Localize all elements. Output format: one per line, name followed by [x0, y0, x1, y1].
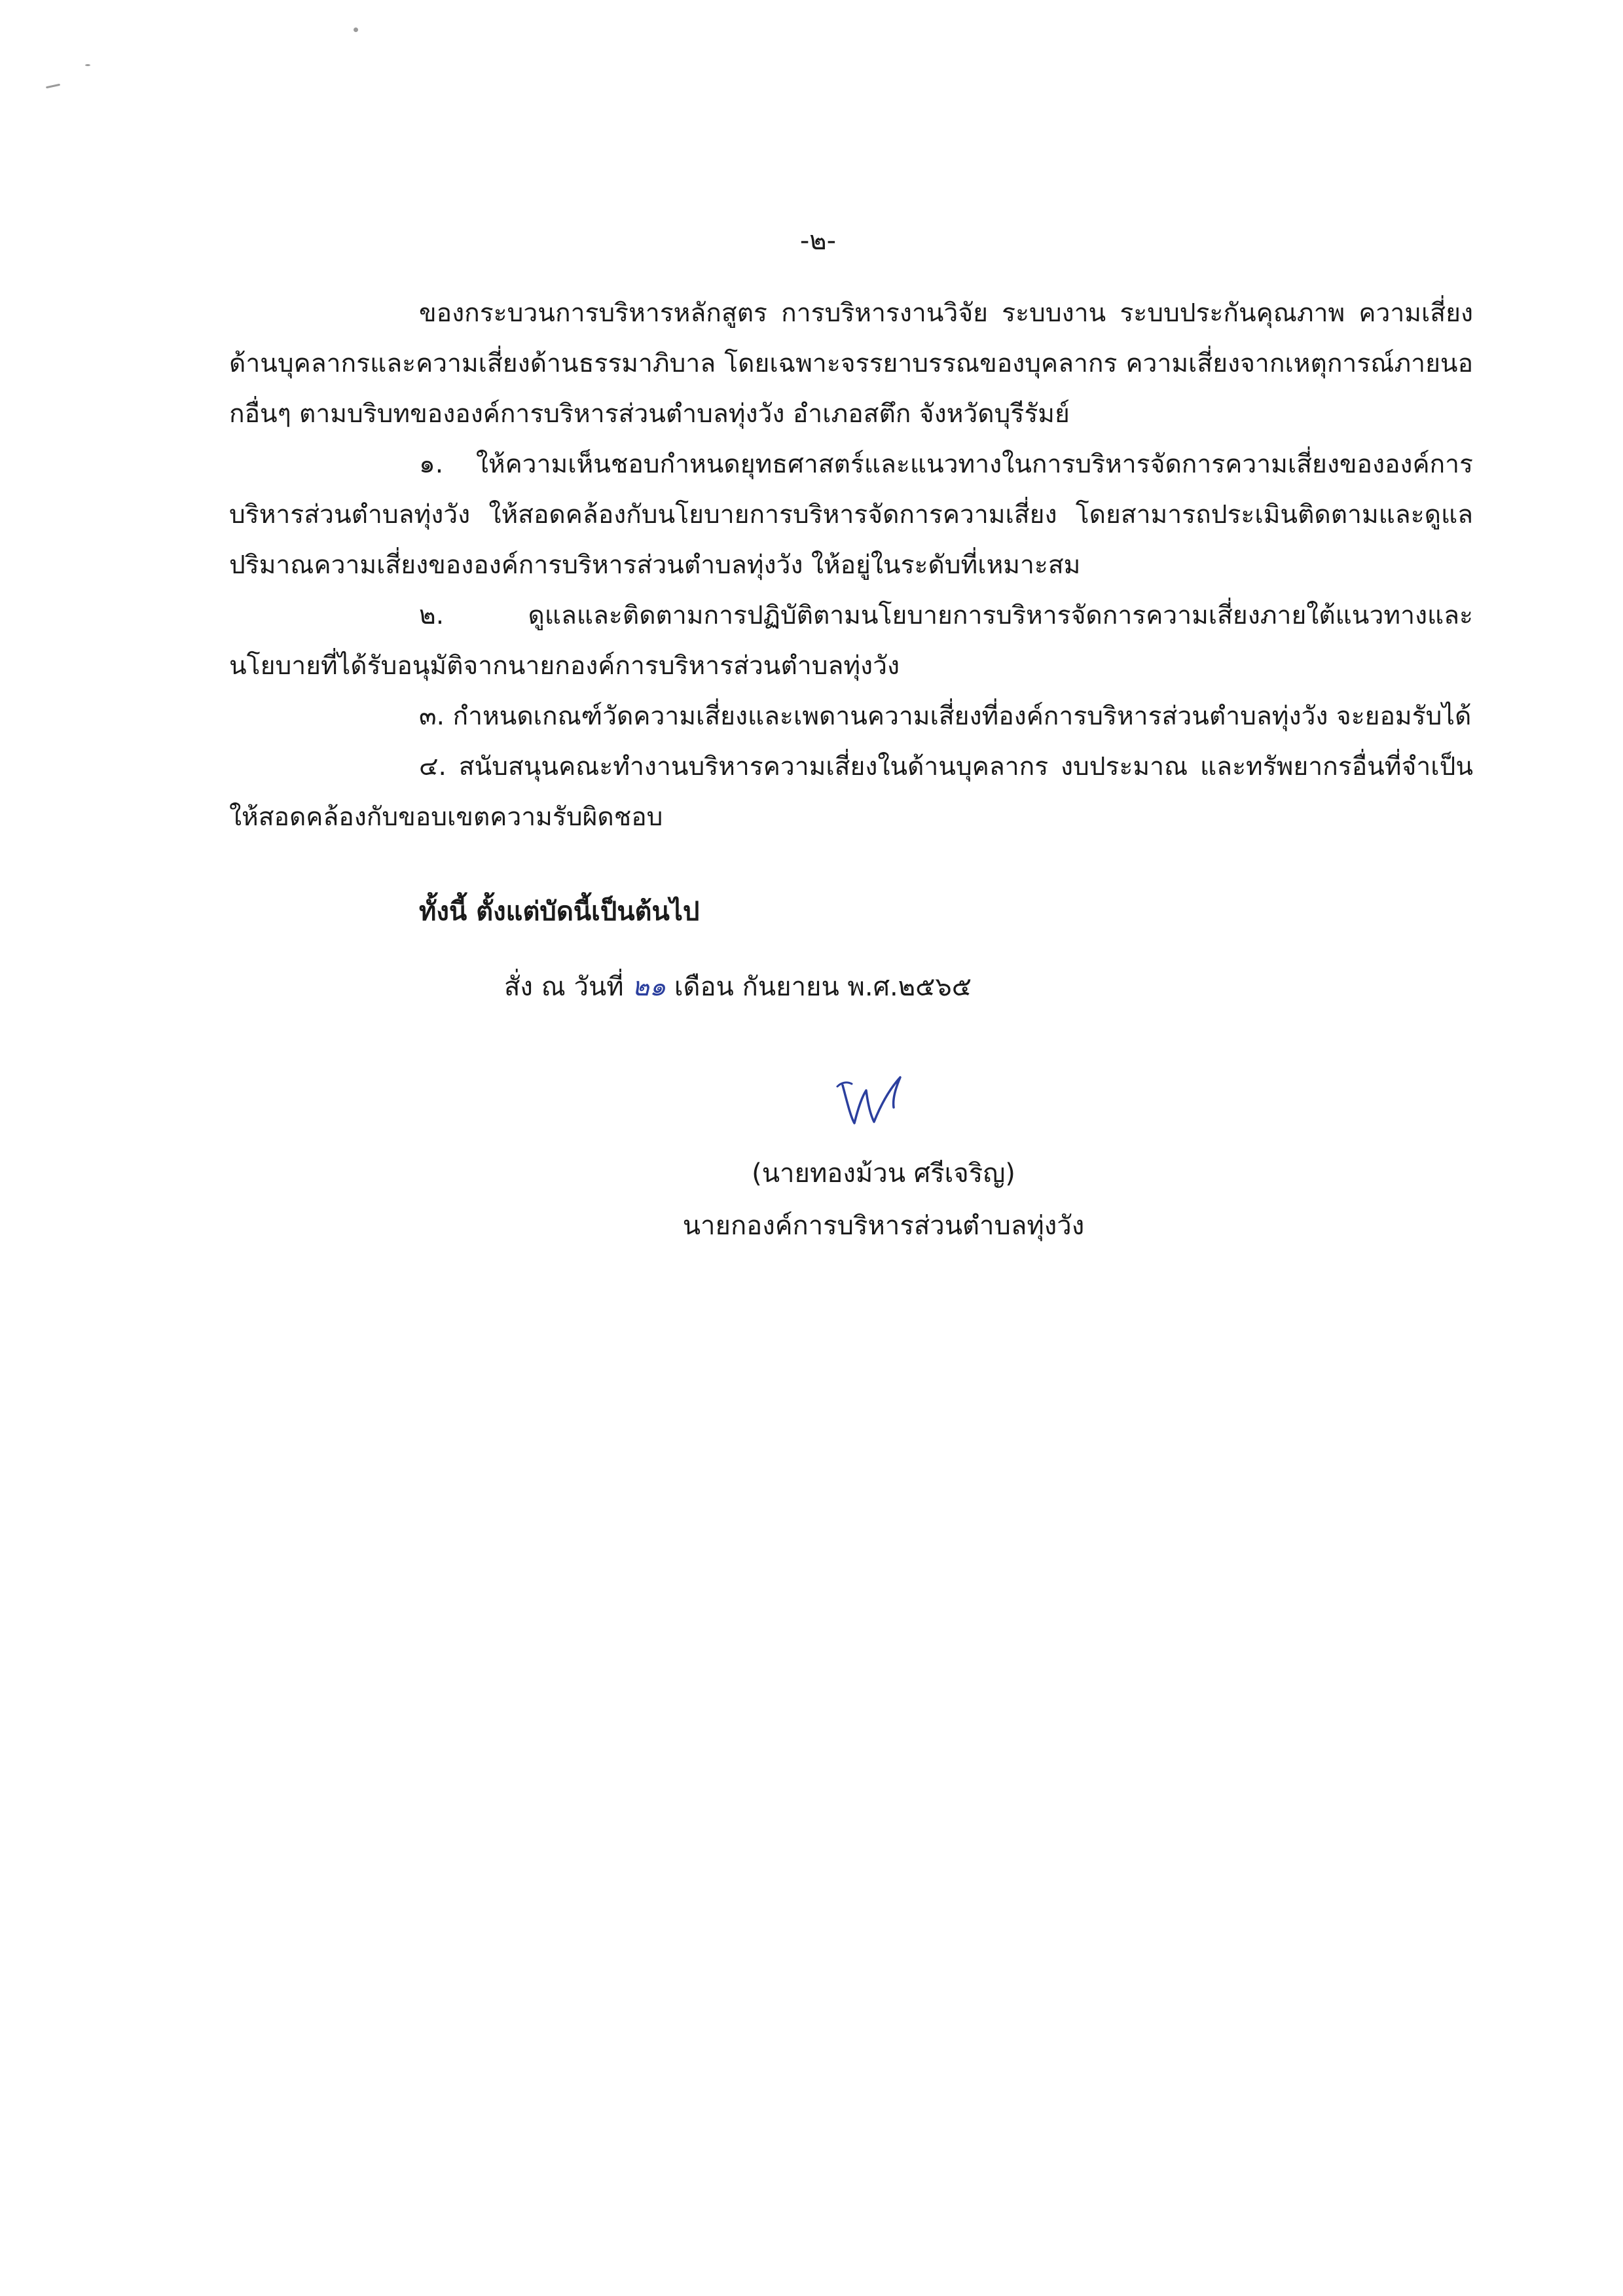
scan-speck — [46, 84, 60, 89]
closing-statement: ทั้งนี้ ตั้งแต่บัดนี้เป็นต้นไป — [419, 897, 700, 927]
page-number: -๒- — [799, 226, 837, 256]
signer-title: นายกองค์การบริหารส่วนตำบลทุ่งวัง — [682, 1211, 1085, 1241]
signer-name: (นายทองม้วน ศรีเจริญ) — [752, 1158, 1015, 1189]
document-body — [229, 288, 1473, 842]
paragraph-intro: ของกระบวนการบริหารหลักสูตร การบริหารงานวิจัย ระบบงาน ระบบประกันคุณภาพ ความเสี่ยงด้านบุคลากรและความเสี่ยงด้านธรรมาภิบาล โดยเฉพาะจรรยาบรรณของบุคลากร ความเสี่ยงจากเหตุการณ์ภายนอกอื่นๆ ตามบริบทขององค์การบริหารส่วนตำบลทุ่งวัง อำเภอสตึก จังหวัดบุรีรัมย์ — [229, 298, 1473, 429]
order-date-day: ๒๑ — [632, 972, 666, 1002]
paragraph-item-3: ๓. กำหนดเกณฑ์วัดความเสี่ยงและเพดานความเสี่ยงที่องค์การบริหารส่วนตำบลทุ่งวัง จะยอมรับได้ — [419, 702, 1472, 731]
order-date-suffix: เดือน กันยายน พ.ศ.๒๕๖๕ — [674, 972, 972, 1002]
handwritten-signature — [828, 1060, 920, 1139]
paragraph-item-4: ๔. สนับสนุนคณะทำงานบริหารความเสี่ยงในด้านบุคลากร งบประมาณ และทรัพยากรอื่นที่จำเป็น ให้สอดคล้องกับขอบเขตความรับผิดชอบ — [229, 752, 1473, 832]
order-date-prefix: สั่ง ณ วันที่ — [504, 972, 624, 1002]
paragraph-item-2: ๒. ดูแลและติดตามการปฏิบัติตามนโยบายการบริหารจัดการความเสี่ยงภายใต้แนวทางและนโยบายที่ได้รับอนุมัติจากนายกองค์การบริหารส่วนตำบลทุ่งวัง — [229, 601, 1473, 681]
scan-speck — [354, 27, 358, 32]
scan-speck — [85, 64, 90, 66]
order-date — [504, 965, 972, 1007]
paragraph-item-1: ๑. ให้ความเห็นชอบกำหนดยุทธศาสตร์และแนวทางในการบริหารจัดการความเสี่ยงขององค์การบริหารส่วนตำบลทุ่งวัง ให้สอดคล้องกับนโยบายการบริหารจัดการความเสี่ยง โดยสามารถประเมินติดตามและดูแลปริมาณความเสี่ยงขององค์การบริหารส่วนตำบลทุ่งวัง ให้อยู่ในระดับที่เหมาะสม — [229, 450, 1473, 580]
